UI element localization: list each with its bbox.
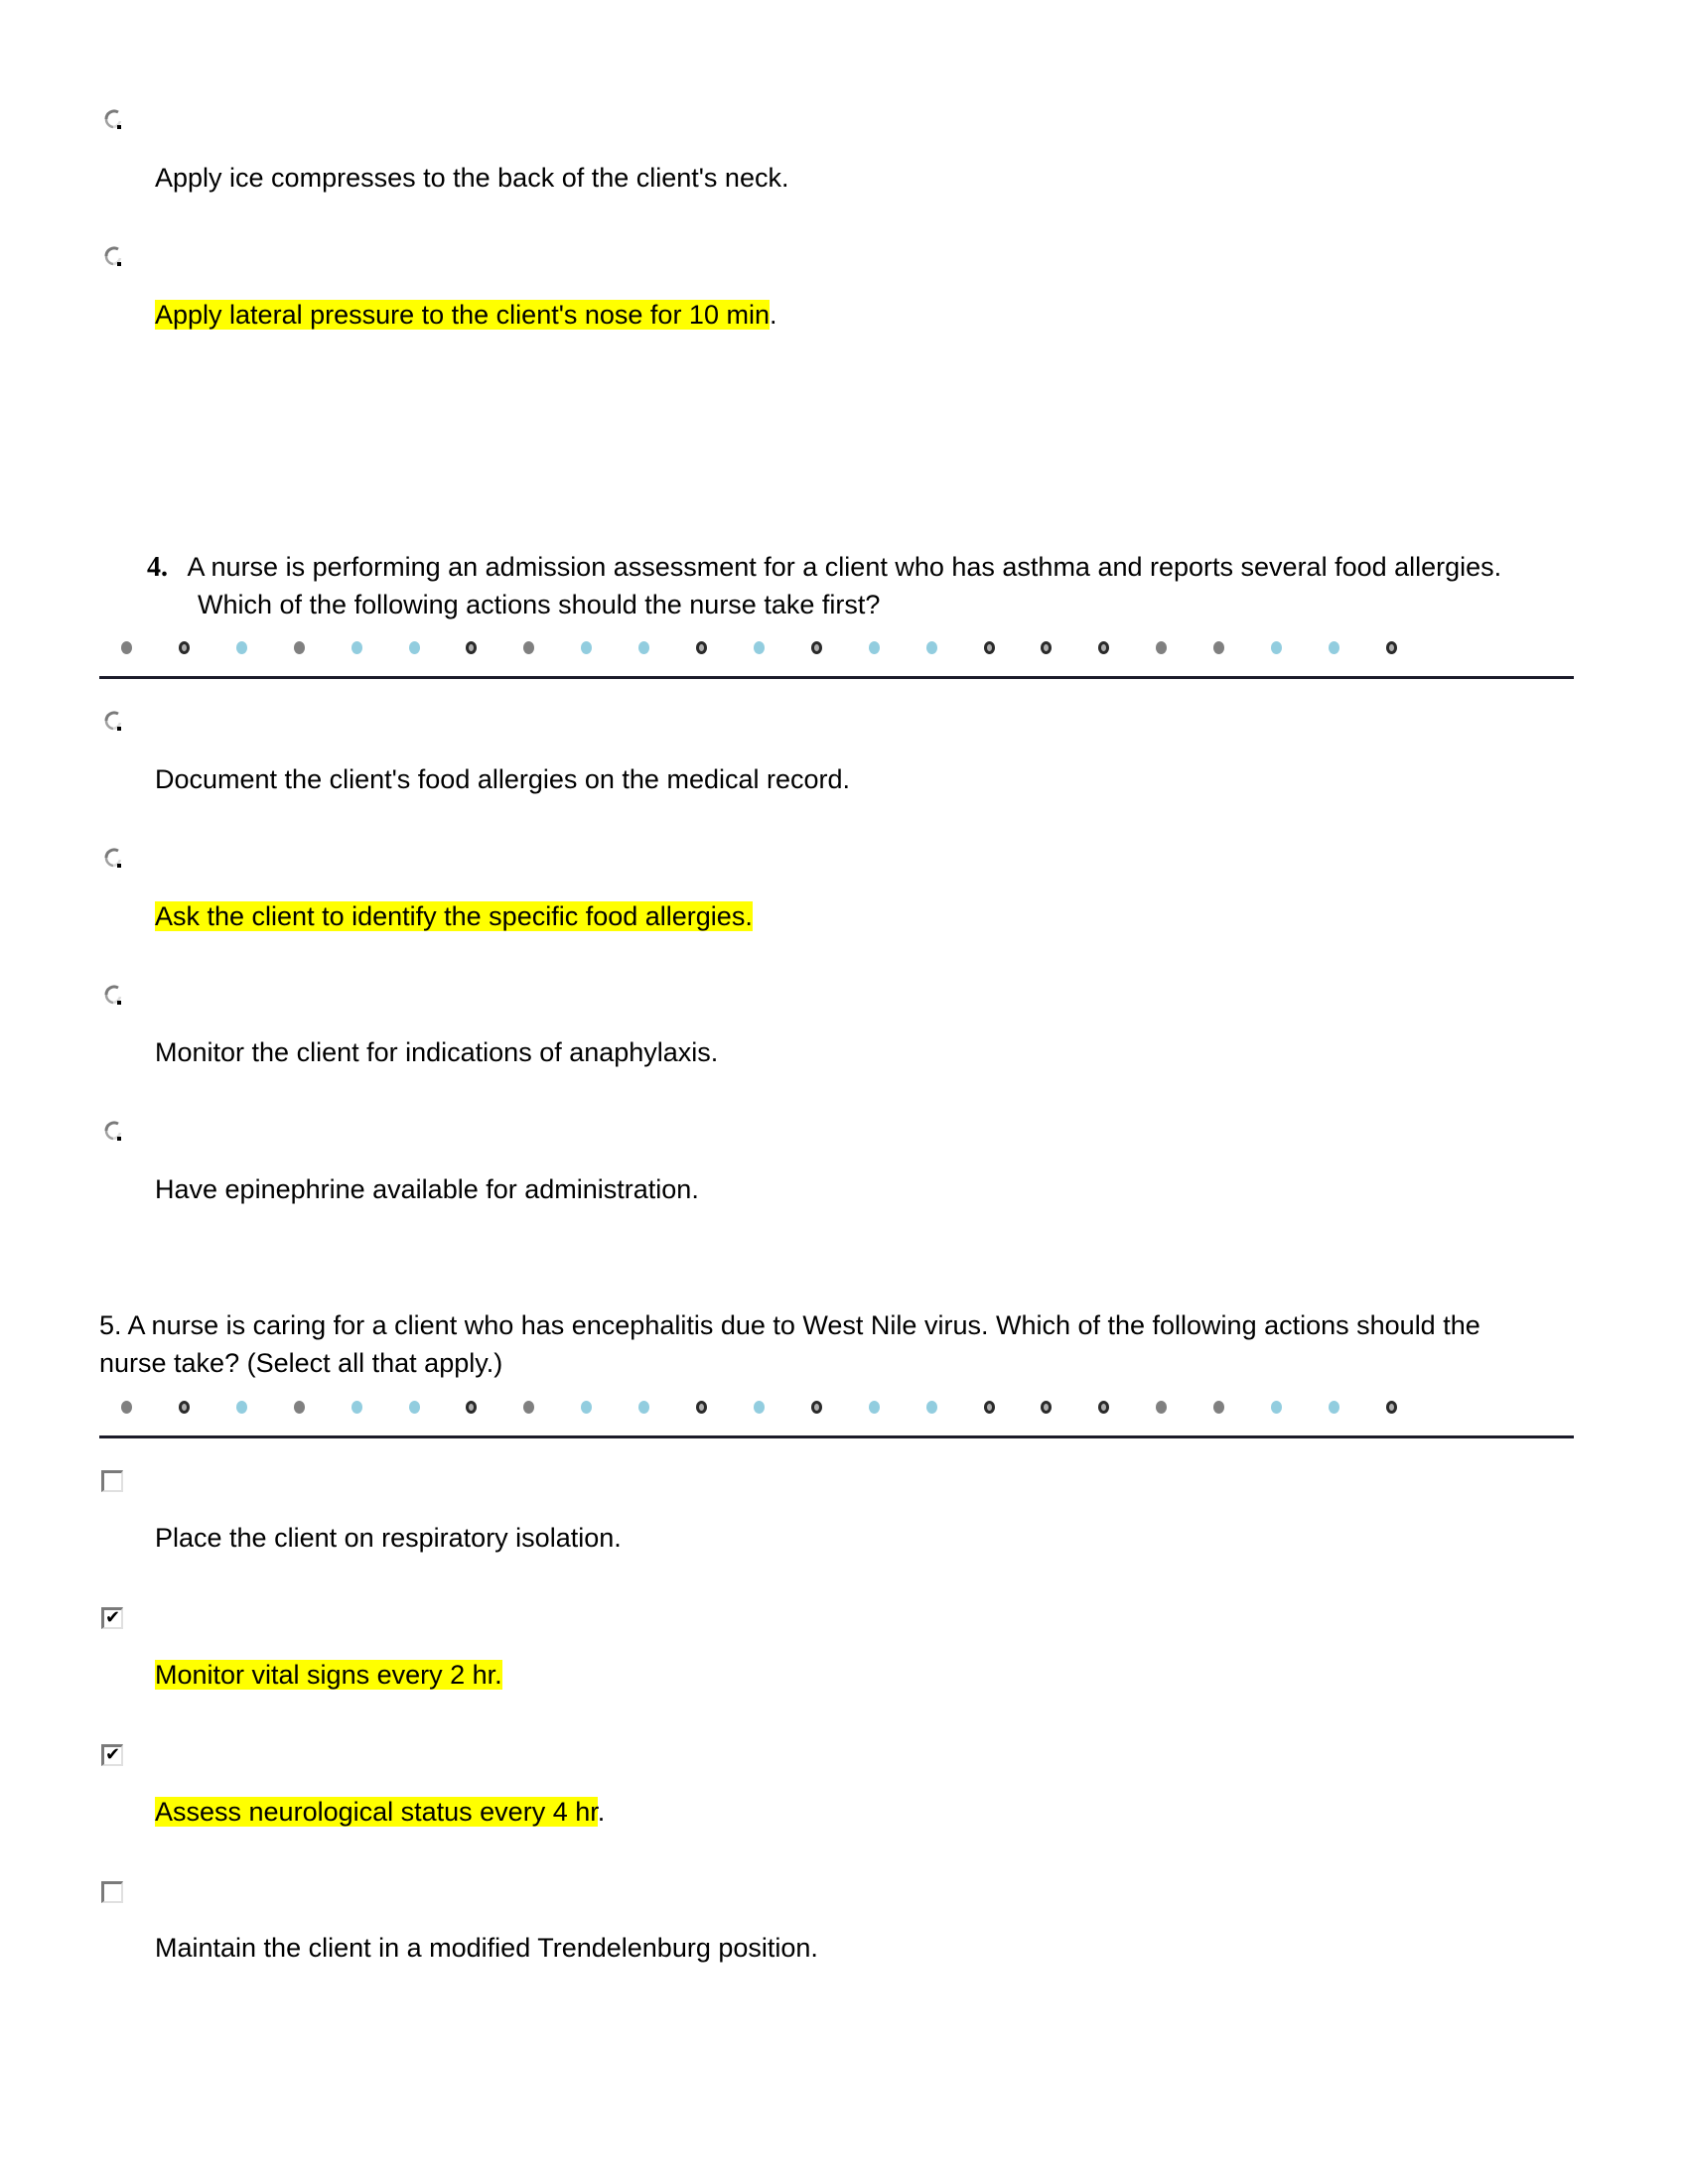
question-text-line-1: A nurse is performing an admission assessment for a client who has asthma and reports several food allergies. [187, 552, 1502, 582]
separator-dot-icon [1041, 641, 1052, 654]
highlighted-answer: Ask the client to identify the specific food allergies. [155, 901, 753, 931]
radio-button-icon [103, 246, 123, 266]
separator-dot-icon [1271, 1401, 1282, 1414]
separator-dot-icon [409, 1401, 420, 1414]
separator-dot-icon [1329, 1401, 1339, 1414]
separator-dot-icon [581, 641, 592, 654]
separator-dot-icon [638, 1401, 649, 1414]
separator-dot-icon [236, 1401, 247, 1414]
option-label: Apply lateral pressure to the client's nose for 10 min. [155, 300, 777, 330]
checkbox-checked[interactable] [101, 1607, 123, 1629]
checkbox[interactable] [101, 1881, 123, 1903]
separator-dot-icon [1156, 641, 1167, 654]
checkbox-checked[interactable] [101, 1744, 123, 1766]
separator-dot-icon [811, 1401, 822, 1414]
separator-dot-icon [179, 641, 190, 654]
radio-button-icon [103, 985, 123, 1005]
separator-dot-icon [294, 1401, 305, 1414]
radio-button-icon [103, 1121, 123, 1141]
option-label: Apply ice compresses to the back of the client's neck. [155, 163, 789, 193]
separator-dot-icon [696, 641, 707, 654]
separator-dot-icon [1329, 641, 1339, 654]
separator-dot-icon [926, 641, 937, 654]
radio-button[interactable] [103, 246, 123, 266]
question-4-stem [147, 548, 1587, 587]
separator-dot-icon [523, 641, 534, 654]
separator-dot-icon [121, 1401, 132, 1414]
separator-dot-icon [1156, 1401, 1167, 1414]
option-label: Document the client's food allergies on the medical record. [155, 764, 851, 794]
separator-dots [121, 641, 1412, 655]
separator-dot-icon [754, 1401, 765, 1414]
separator-dot-icon [352, 1401, 362, 1414]
separator-dot-icon [1386, 641, 1397, 654]
divider-rule [99, 1435, 1574, 1438]
option-label: Monitor the client for indications of anaphylaxis. [155, 1037, 719, 1067]
radio-button[interactable] [103, 711, 123, 731]
separator-dot-icon [1098, 1401, 1109, 1414]
option-label [155, 899, 753, 933]
separator-dot-icon [926, 1401, 937, 1414]
highlighted-answer: Assess neurological status every 4 hr [155, 1797, 598, 1827]
question-5-text-line-2: nurse take? (Select all that apply.) [99, 1348, 503, 1378]
option-label: Assess neurological status every 4 hr. [155, 1797, 606, 1827]
question-5-text-line-1: 5. A nurse is caring for a client who has encephalitis due to West Nile virus. Which of the following actions should the [99, 1310, 1480, 1340]
separator-dot-icon [523, 1401, 534, 1414]
separator-dot-icon [1271, 641, 1282, 654]
radio-button[interactable] [103, 109, 123, 129]
separator-dot-icon [581, 1401, 592, 1414]
highlighted-answer: Apply lateral pressure to the client's nose for 10 min [155, 300, 770, 330]
checkmark-icon: ✔ [105, 1744, 121, 1764]
separator-dot-icon [179, 1401, 190, 1414]
separator-dot-icon [409, 641, 420, 654]
checkbox[interactable] [101, 1470, 123, 1492]
separator-dot-icon [236, 641, 247, 654]
highlighted-answer: Monitor vital signs every 2 hr. [155, 1660, 502, 1690]
separator-dot-icon [121, 641, 132, 654]
radio-button-icon [103, 848, 123, 868]
separator-dot-icon [466, 641, 477, 654]
radio-button[interactable] [103, 848, 123, 868]
separator-dot-icon [1386, 1401, 1397, 1414]
option-label [155, 1658, 502, 1692]
separator-dot-icon [1041, 1401, 1052, 1414]
separator-dot-icon [1213, 641, 1224, 654]
separator-dot-icon [294, 641, 305, 654]
divider-rule [99, 676, 1574, 679]
option-label: Have epinephrine available for administration. [155, 1174, 699, 1204]
separator-dot-icon [869, 641, 880, 654]
separator-dot-icon [696, 1401, 707, 1414]
separator-dot-icon [466, 1401, 477, 1414]
radio-button-icon [103, 711, 123, 731]
radio-button-icon [103, 109, 123, 129]
radio-button[interactable] [103, 985, 123, 1005]
separator-dot-icon [811, 641, 822, 654]
separator-dot-icon [984, 1401, 995, 1414]
separator-dot-icon [1098, 641, 1109, 654]
separator-dot-icon [754, 641, 765, 654]
separator-dot-icon [638, 641, 649, 654]
separator-dot-icon [869, 1401, 880, 1414]
separator-dot-icon [984, 641, 995, 654]
separator-dots [121, 1401, 1412, 1415]
separator-dot-icon [352, 641, 362, 654]
question-number: 4. [147, 552, 168, 583]
radio-button[interactable] [103, 1121, 123, 1141]
separator-dot-icon [1213, 1401, 1224, 1414]
option-label: Place the client on respiratory isolation. [155, 1523, 622, 1553]
question-text-line-2: Which of the following actions should the nurse take first? [198, 590, 881, 619]
checkmark-icon: ✔ [105, 1607, 121, 1627]
option-label: Maintain the client in a modified Trendelenburg position. [155, 1933, 818, 1963]
